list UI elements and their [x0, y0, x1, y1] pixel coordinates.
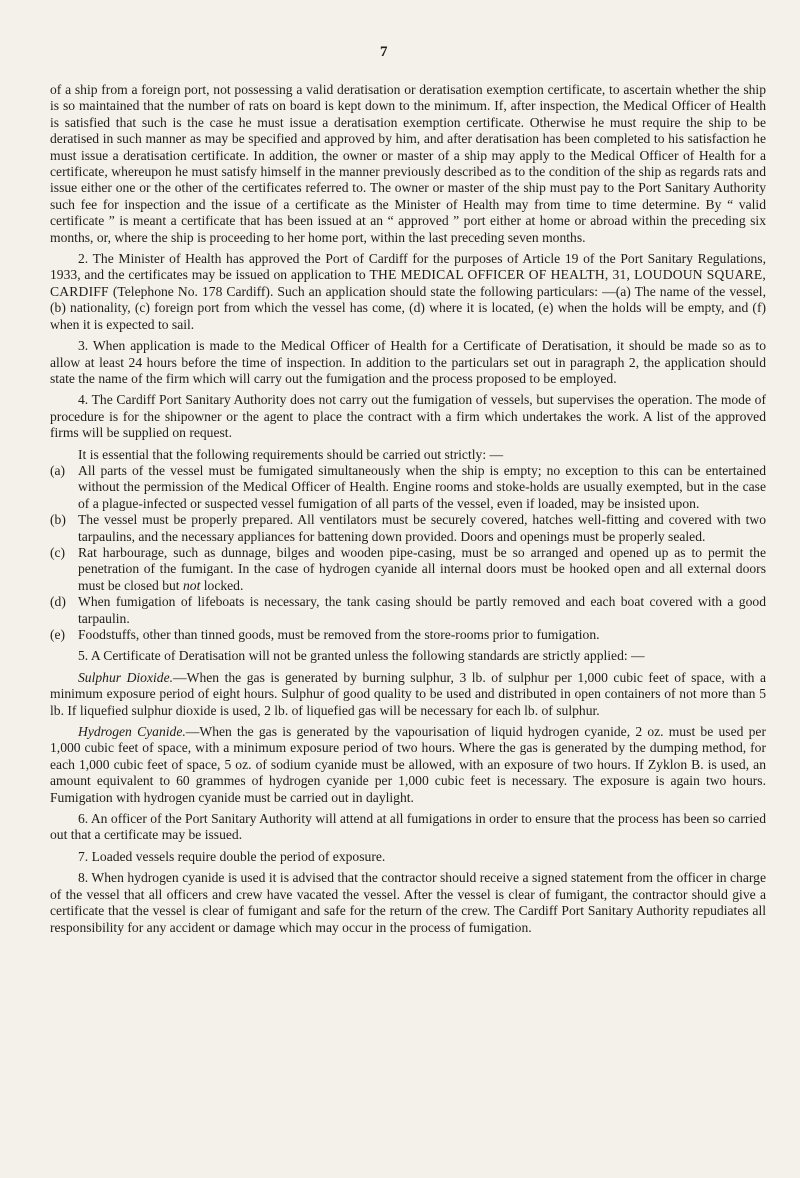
- requirement-d: [50, 594, 766, 627]
- paragraph-3: 3. When application is made to the Medical Officer of Health for a Certificate of Deratisation, it should be made so as to allow at least 24 hours before the time of inspection. In addition to the particulars set out in paragraph 2, the application should state the name of the firm which will carry out the fumigation and the process proposed to be employed.: [50, 338, 766, 386]
- requirement-text: All parts of the vessel must be fumigated simultaneously when the ship is empty; no exception to this can be entertained without the permission of the Medical Officer of Health. Engine rooms and stoke-holds are usually exempted, but in the case of a plague-infected or suspected vessel fumigation of all parts of the vessel, even if loaded, may be insisted upon.: [78, 462, 766, 511]
- requirement-label: (e): [50, 627, 66, 642]
- requirement-a: [50, 463, 766, 512]
- requirement-text: Rat harbourage, such as dunnage, bilges and wooden pipe-casing, must be so arranged and opened up as to permit the penetration of the fumigant. In the case of hydrogen cyanide all internal doors must be hooked open and all external doors must be closed but: [78, 544, 766, 593]
- hydrogen-cyanide-heading: Hydrogen Cyanide.: [78, 724, 186, 740]
- hydrogen-cyanide-standard: [50, 724, 766, 806]
- paragraph-6: 6. An officer of the Port Sanitary Authority will attend at all fumigations in order to ensure that the process has been so carried out that a certificate may be issued.: [50, 811, 766, 843]
- requirement-label: (a): [50, 462, 66, 478]
- requirement-b: [50, 512, 766, 545]
- requirement-text: The vessel must be properly prepared. All ventilators must be securely covered, hatches well-fitting and covered with two tarpaulins, and the necessary appliances for battening down provided. Doors and openings must be properly sealed.: [78, 512, 766, 544]
- requirements-intro: It is essential that the following requirements should be carried out strictly: —: [78, 446, 504, 462]
- requirement-c: [50, 545, 766, 594]
- intro-paragraph: of a ship from a foreign port, not possessing a valid deratisation or deratisation exemption certificate, to ascertain whether the ship is so maintained that the number of rats on board is kept down to the minimum. If, after inspection, the Medical Officer of Health is satisfied that such is the case he must issue a deratisation exemption certificate. Otherwise he must require the ship to be deratised in such manner as may be specified and approved by him, and after deratisation has been completed to his satisfaction he must issue a deratisation certificate. In addition, the owner or master of a ship may apply to the Medical Officer of Health for a certificate, whereupon he must satisfy himself in the manner previously described as to the condition of the ship as regards rats and issue either one or the other of the certificates referred to. The owner or master of the ship must pay to the Port Sanitary Authority such fee for inspection and the issue of a certificate as the Minister of Health may from time to time determine. By “ valid certificate ” is meant a certificate that has been issued at an “ approved ” port either at home or abroad within the preceding six months, or, where the ship is proceeding to her home port, within the last preceding seven months.: [50, 82, 766, 245]
- page-number: 7: [380, 44, 388, 60]
- hydrogen-cyanide-text: —When the gas is generated by the vapourisation of liquid hydrogen cyanide, 2 oz. must be used per 1,000 cubic feet of space, with a minimum exposure period of two hours. Where the gas is generated by the dumping method, for each 1,000 cubic feet of space, 5 oz. of sodium cyanide must be allowed, with an exposure of two hours. If Zyklon B. is used, an amount equivalent to 60 grammes of hydrogen cyanide per 1,000 cubic feet is necessary. The exposure is again two hours. Fumigation with hydrogen cyanide must be carried out in daylight.: [50, 724, 766, 805]
- requirement-e: [50, 627, 766, 643]
- requirement-label: (d): [50, 594, 66, 610]
- paragraph-2-start: 2. The Minister of Health has approved the Port of Cardiff for the purposes of Article 19 of the Port Sanitary Regulations, 1933, and the certificates may be issued on application to: [50, 251, 766, 283]
- paragraph-2-end: (Telephone No. 178 Cardiff). Such an application should state the following particulars: —(a) The name of the vessel, (b) nationality, (c) foreign port from which the vessel has come, (d) where it is located, (e) when the holds will be empty, and (f) when it is expected to sail.: [50, 283, 766, 332]
- requirement-emphasis: not: [182, 577, 201, 593]
- sulphur-dioxide-standard: [50, 670, 766, 719]
- paragraph-8: 8. When hydrogen cyanide is used it is advised that the contractor should receive a signed statement from the officer in charge of the vessel that all officers and crew have vacated the vessel. After the vessel is clear of fumigant, the contractor should give a certificate that the vessel is clear of fumigant and safe for the return of the crew. The Cardiff Port Sanitary Authority repudiates all responsibility for any accident or damage which may occur in the process of fumigation.: [50, 870, 766, 935]
- requirement-label: (c): [50, 544, 66, 560]
- requirement-label: (b): [50, 512, 66, 528]
- mo-address: THE MEDICAL OFFICER OF HEALTH, 31, LOUDOUN SQUARE, CARDIFF: [50, 267, 766, 299]
- requirement-text: Foodstuffs, other than tinned goods, must be removed from the store-rooms prior to fumigation.: [78, 627, 600, 642]
- paragraph-7: 7. Loaded vessels require double the period of exposure.: [78, 848, 386, 864]
- paragraph-4: 4. The Cardiff Port Sanitary Authority does not carry out the fumigation of vessels, but supervises the operation. The mode of procedure is for the shipowner or the agent to place the contract with a firm which undertakes the work. A list of the approved firms will be supplied on request.: [50, 392, 766, 441]
- requirement-text: When fumigation of lifeboats is necessary, the tank casing should be partly removed and each boat covered with a good tarpaulin.: [78, 594, 766, 626]
- requirement-text-end: locked.: [200, 577, 244, 593]
- sulphur-dioxide-text: —When the gas is generated by burning sulphur, 3 lb. of sulphur per 1,000 cubic feet of space, with a minimum exposure period of eight hours. Sulphur of good quality to be used and distributed in open containers of not more than 5 lb. If liquefied sulphur dioxide is used, 2 lb. of liquefied gas will be necessary for each lb. of sulphur.: [50, 669, 766, 718]
- sulphur-dioxide-heading: Sulphur Dioxide.: [78, 669, 174, 685]
- paragraph-2: [50, 251, 766, 333]
- paragraph-5: 5. A Certificate of Deratisation will not be granted unless the following standards are strictly applied: —: [78, 648, 645, 664]
